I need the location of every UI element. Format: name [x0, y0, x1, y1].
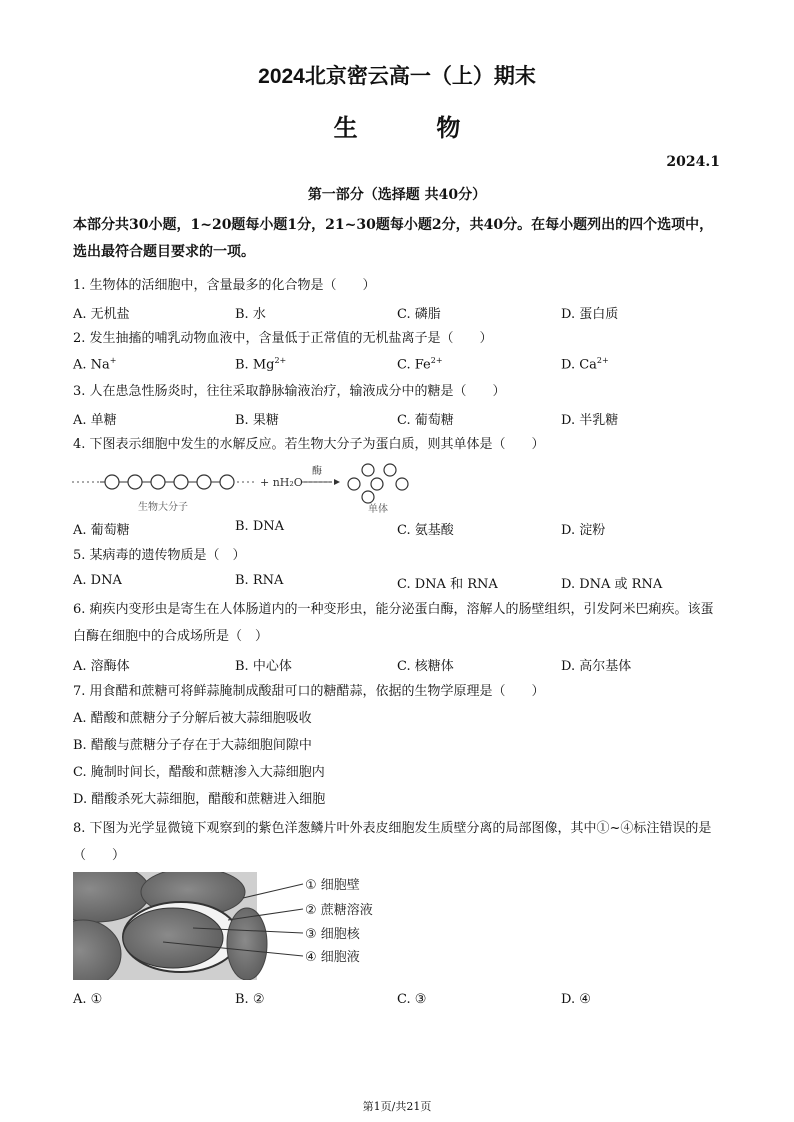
option-b: B. DNA	[235, 519, 285, 534]
option-c: C. 葡萄糖	[397, 413, 454, 428]
question-8-stem: 8. 下图为光学显微镜下观察到的紫色洋葱鳞片叶外表皮细胞发生质壁分离的局部图像，其中①~④标注错误的是（ ）	[73, 821, 712, 863]
monomer-circle	[220, 475, 234, 489]
figure-label-3: ③ 细胞核	[305, 927, 360, 942]
question-8-options	[73, 992, 725, 1014]
protoplast-shape	[123, 908, 223, 968]
page-title: 2024北京密云高一（上）期末	[258, 65, 536, 88]
arrowhead-icon	[334, 479, 340, 485]
option-b: B. RNA	[235, 573, 284, 588]
option-c: C. 核糖体	[397, 659, 454, 674]
option-c: C. 腌制时间长，醋酸和蔗糖渗入大蒜细胞内	[73, 765, 325, 780]
monomer-circle	[151, 475, 165, 489]
monomer-circle	[105, 475, 119, 489]
question-3-options	[73, 409, 725, 431]
question-3-stem: 3. 人在患急性肠炎时，往往采取静脉输液治疗，输液成分中的糖是（ ）	[73, 384, 506, 399]
question-4-options	[73, 519, 725, 541]
monomer-circle	[174, 475, 188, 489]
option-b: B. 果糖	[235, 413, 279, 428]
option-b: B. 水	[235, 307, 266, 322]
question-2-stem: 2. 发生抽搐的哺乳动物血液中，含量低于正常值的无机盐离子是（ ）	[73, 331, 493, 346]
question-6-options	[73, 655, 725, 677]
section-instructions: 本部分共30小题，1~20题每小题1分，21~30题每小题2分，共40分。在每小题列出的四个选项中，选出最符合题目要求的一项。	[73, 217, 714, 260]
question-7-stem: 7. 用食醋和蔗糖可将鲜蒜腌制成酸甜可口的糖醋蒜，依据的生物学原理是（ ）	[73, 684, 545, 699]
option-d: D. $Ca^{2+}$	[561, 356, 609, 373]
page-footer: 第1页/共21页	[362, 1100, 432, 1113]
subject-title: 生 物	[333, 115, 497, 142]
monomer-label: 单体	[368, 504, 388, 515]
option-a: A. 无机盐	[73, 307, 130, 322]
option-c: C. 氨基酸	[397, 523, 454, 538]
option-c: C. 磷脂	[397, 307, 441, 322]
water-label: + nH₂O	[260, 476, 303, 489]
figure-label-2: ② 蔗糖溶液	[305, 903, 373, 918]
hydrolysis-diagram	[72, 460, 412, 516]
question-1-stem: 1. 生物体的活细胞中，含量最多的化合物是（ ）	[73, 278, 376, 293]
figure-label-4: ④ 细胞液	[305, 950, 360, 965]
option-a: A. 溶酶体	[73, 659, 130, 674]
option-d: D. 半乳糖	[561, 413, 619, 428]
monomer-circle	[348, 478, 360, 490]
option-c: C. DNA 和 RNA	[397, 577, 498, 592]
question-1-options	[73, 303, 725, 325]
option-b: B. 醋酸与蔗糖分子存在于大蒜细胞间隙中	[73, 738, 312, 753]
option-a: A. Na+	[73, 356, 117, 373]
option-d: D. 淀粉	[561, 523, 606, 538]
monomer-circle	[396, 478, 408, 490]
option-b: B. $Mg^{2+}$	[235, 356, 287, 373]
monomer-circle	[371, 478, 383, 490]
exam-date: 2024.1	[666, 154, 720, 170]
question-5-stem: 5. 某病毒的遗传物质是（ ）	[73, 548, 246, 563]
option-d: D. 高尔基体	[561, 659, 632, 674]
question-4-stem: 4. 下图表示细胞中发生的水解反应。若生物大分子为蛋白质，则其单体是（ ）	[73, 437, 545, 452]
option-d: D. 蛋白质	[561, 307, 619, 322]
figure-label-1: ① 细胞壁	[305, 878, 360, 893]
option-a: A. DNA	[73, 573, 122, 588]
monomer-circle	[384, 464, 396, 476]
macromolecule-label: 生物大分子	[138, 502, 188, 513]
section-heading: 第一部分（选择题 共40分）	[307, 187, 487, 203]
enzyme-label: 酶	[312, 466, 322, 477]
option-a: A. 葡萄糖	[73, 523, 130, 538]
option-b: B. 中心体	[235, 659, 292, 674]
option-a: A. 单糖	[73, 413, 117, 428]
monomer-circle	[362, 464, 374, 476]
option-d: D. 醋酸杀死大蒜细胞，醋酸和蔗糖进入细胞	[73, 792, 326, 807]
option-b: B. ②	[235, 992, 265, 1007]
micrograph-figure	[73, 872, 413, 980]
monomer-circle	[362, 491, 374, 503]
option-d: D. DNA 或 RNA	[561, 577, 663, 592]
question-2-options	[73, 356, 725, 378]
question-5-options	[73, 573, 725, 595]
monomer-circle	[128, 475, 142, 489]
question-6-stem: 6. 痢疾内变形虫是寄生在人体肠道内的一种变形虫，能分泌蛋白酶，溶解人的肠壁组织，引发阿米巴痢疾。该蛋白酶在细胞中的合成场所是（ ）	[73, 602, 714, 644]
option-a: A. ①	[73, 992, 103, 1007]
monomer-circle	[197, 475, 211, 489]
option-a: A. 醋酸和蔗糖分子分解后被大蒜细胞吸收	[73, 711, 312, 726]
option-c: C. ③	[397, 992, 427, 1007]
option-d: D. ④	[561, 992, 591, 1007]
option-c: C. $Fe^{2+}$	[397, 356, 443, 373]
